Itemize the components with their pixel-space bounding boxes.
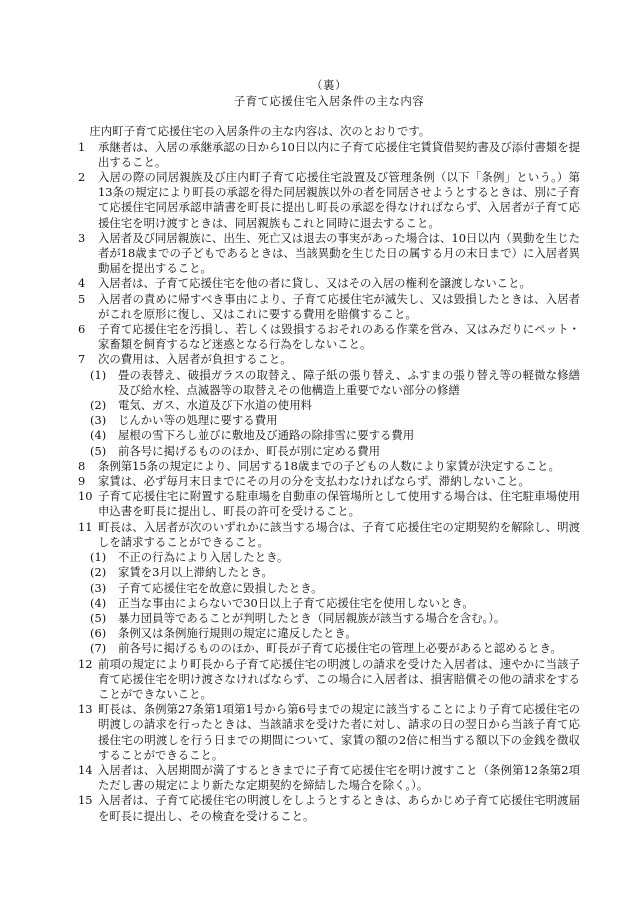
sub-item-number: (6) [90, 626, 107, 641]
sub-item [90, 611, 580, 626]
item-number: 5 [78, 291, 86, 306]
sub-item [90, 398, 580, 413]
item-text: 前項の規定により町長から子育て応援住宅の明渡しの請求を受けた入居者は、速やかに当該子育て応援住宅を明け渡さなければならず、この場合に入居者は、損害賠償その他の請求をすることができないこと。 [98, 656, 580, 701]
sub-item-number: (4) [90, 428, 107, 443]
item-number: 11 [78, 519, 93, 534]
sub-item [90, 641, 580, 656]
sub-item-number: (2) [90, 565, 107, 580]
sub-item [90, 428, 580, 443]
list-item [78, 352, 580, 367]
sub-item-text: じんかい等の処理に要する費用 [118, 413, 278, 428]
item-text: 子育て応援住宅を汚損し、若しくは毀損するおそれのある作業を営み、又はみだりにペット・家畜類を飼育するなど迷惑となる行為をしないこと。 [98, 322, 580, 352]
item-text: 子育て応援住宅に附置する駐車場を自動車の保管場所として使用する場合は、住宅駐車場使用申込書を町長に提出し、町長の許可を受けること。 [98, 489, 580, 519]
item-number: 7 [78, 352, 86, 367]
list-item [78, 763, 580, 793]
item-number: 10 [78, 489, 93, 504]
sub-item-number: (3) [90, 413, 107, 428]
item-text: 次の費用は、入居者が負担すること。 [98, 352, 292, 367]
sub-item-text: 家賃を3月以上滞納したとき。 [118, 565, 273, 580]
sub-item [90, 626, 580, 641]
sub-item [90, 413, 580, 428]
sub-item [90, 444, 580, 459]
item-number: 15 [78, 793, 93, 808]
sub-item [90, 368, 580, 398]
sub-item-text: 暴力団員等であることが判明したとき（同居親族が該当する場合を含む。）。 [118, 610, 506, 625]
item-text: 入居者は、子育て応援住宅の明渡しをしようとするときは、あらかじめ子育て応援住宅明渡届を町長に提出し、その検査を受けること。 [98, 793, 580, 823]
list-item [78, 292, 580, 322]
list-item [78, 231, 580, 277]
item-text: 入居者の責めに帰すべき事由により、子育て応援住宅が滅失し、又は毀損したときは、入居者がこれを原形に復し、又はこれに要する費用を賠償すること。 [98, 291, 580, 321]
sub-item-number: (1) [90, 550, 107, 565]
sub-item-text: 電気、ガス、水道及び下水道の使用料 [118, 398, 312, 413]
item-text: 家賃は、必ず毎月末日までにその月の分を支払わなければならず、滞納しないこと。 [98, 474, 530, 489]
sub-item-text: 条例又は条例施行規則の規定に違反したとき。 [118, 626, 357, 641]
sub-item-text: 屋根の雪下ろし並びに敷地及び通路の除排雪に要する費用 [118, 428, 415, 443]
item-number: 8 [78, 458, 86, 473]
list-item [78, 459, 580, 474]
list-item [78, 140, 580, 170]
sub-item-text: 前各号に掲げるもののほか、町長が別に定める費用 [118, 443, 380, 458]
list-item [78, 793, 580, 823]
item-text: 入居者は、入居期間が満了するときまでに子育て応援住宅を明け渡すこと（条例第12条第2項ただし書の規定により新たな定期契約を締結した場合を除く。）。 [98, 762, 580, 793]
item-number: 4 [78, 276, 86, 291]
item-number: 12 [78, 656, 93, 671]
item-text: 入居者及び同居親族に、出生、死亡又は退去の事実があった場合は、10日以内（異動を生じた者が18歳までの子どもであるときは、当該異動を生じた日の属する月の末日まで）に入居者異動届を提出すること。 [98, 230, 580, 276]
sub-item-text: 不正の行為により入居したとき。 [118, 550, 289, 565]
sub-item [90, 581, 580, 596]
sub-item-number: (5) [90, 443, 107, 458]
page-title: 子育て応援住宅入居条件の主な内容 [233, 94, 425, 109]
sub-item [90, 550, 580, 565]
item-text: 町長は、条例第27条第1項第1号から第6号までの規定に該当することにより子育て応援住宅の明渡しの請求を行ったときは、当該請求を受けた者に対し、請求の日の翌日から当該子育て応援住宅の明渡しを行う日までの期間について、家賃の額の2倍に相当する額以下の金銭を徴収することができること。 [98, 702, 580, 762]
list-item [78, 520, 580, 550]
item-number: 13 [78, 702, 93, 717]
list-item [78, 322, 580, 352]
list-item [78, 489, 580, 519]
item-text: 入居者は、子育て応援住宅を他の者に貸し、又はその入居の権利を譲渡しないこと。 [98, 276, 531, 291]
item-text: 町長は、入居者が次のいずれかに該当する場合は、子育て応援住宅の定期契約を解除し、明渡しを請求することができること。 [98, 519, 580, 549]
sub-item-number: (4) [90, 595, 107, 610]
sub-item-text: 正当な事由によらないで30日以上子育て応援住宅を使用しないとき。 [118, 595, 474, 610]
sub-item [90, 565, 580, 580]
sub-item-text: 畳の表替え、破損ガラスの取替え、障子紙の張り替え、ふすまの張り替え等の軽微な修繕及び給水栓、点滅器等の取替えその他構造上重要でない部分の修繕 [118, 367, 580, 397]
sub-item-text: 子育て応援住宅を故意に毀損したとき。 [118, 580, 323, 595]
page-side-label: （裏） [311, 78, 347, 92]
sub-item-number: (7) [90, 641, 107, 656]
sub-item-text: 前各号に掲げるもののほか、町長が子育て応援住宅の管理上必要があると認めるとき。 [118, 641, 562, 656]
item-number: 14 [78, 762, 93, 777]
item-number: 9 [78, 474, 86, 489]
item-text: 入居の際の同居親族及び庄内町子育て応援住宅設置及び管理条例（以下「条例」という。）第13条の規定により町長の承認を得た同居親族以外の者を同居させようとするときは、別に子育て応援住宅同居承認申請書を町長に提出し町長の承認を得なければならず、入居者が子育て応援住宅を明け渡すときは、同居親族もこれと同時に退去すること。 [98, 170, 580, 230]
item-text: 条例第15条の規定により、同居する18歳までの子どもの人数により家賃が決定すること。 [98, 458, 560, 473]
sub-item-number: (1) [90, 367, 107, 382]
sub-item [90, 596, 580, 611]
item-text: 承継者は、入居の承継承認の日から10日以内に子育て応援住宅賃貸借契約書及び添付書類を提出すること。 [98, 139, 580, 169]
list-item [78, 657, 580, 703]
list-item [78, 276, 580, 291]
item-number: 1 [78, 139, 86, 154]
sub-item-number: (5) [90, 610, 107, 625]
item-number: 2 [78, 170, 86, 185]
intro-text: 庄内町子育て応援住宅の入居条件の主な内容は、次のとおりです。 [89, 124, 431, 139]
sub-item-number: (2) [90, 398, 107, 413]
item-number: 6 [78, 322, 86, 337]
sub-item-number: (3) [90, 580, 107, 595]
item-number: 3 [78, 230, 86, 245]
list-item [78, 474, 580, 489]
list-item [78, 702, 580, 763]
list-item [78, 170, 580, 231]
